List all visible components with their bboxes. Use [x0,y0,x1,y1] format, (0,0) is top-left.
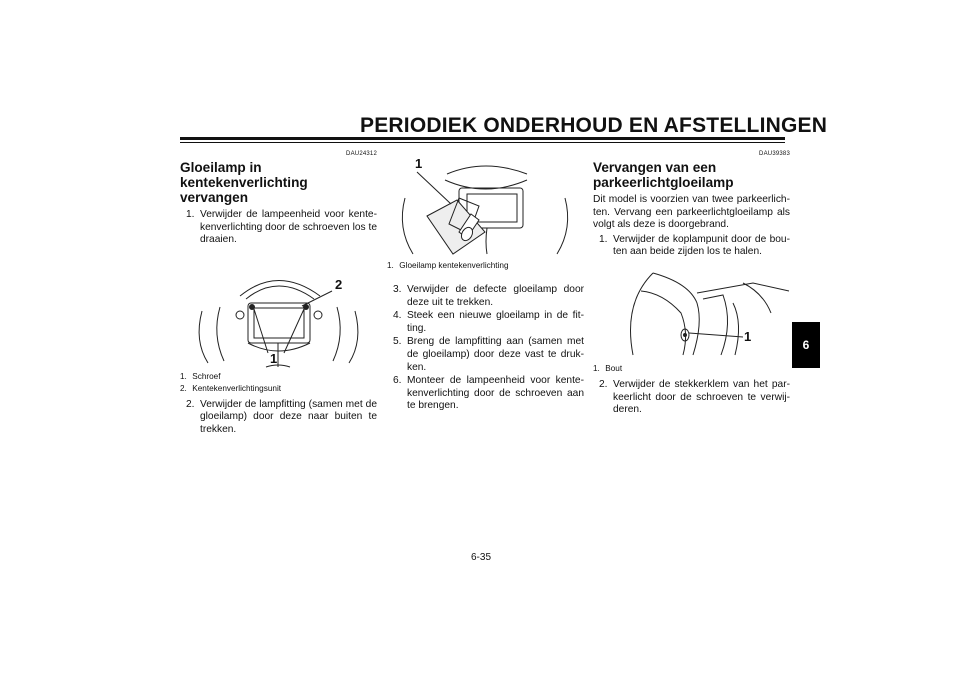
chapter-tab: 6 [792,322,820,368]
list-item [387,375,584,413]
header-rule-thin [180,142,785,143]
step-text: Verwijder de lampfitting (samen met de gloeilamp) door deze naar buiten te trekken. [200,398,377,435]
section-title: Gloeilamp in kentekenverlichting vervangen [180,160,308,205]
legend-item: 1. Bout [593,363,623,373]
legend-item: 2. Kentekenverlichtingsunit [180,383,282,393]
section-code: DAU39383 [759,151,790,157]
illustration-headlight [593,263,790,361]
step-text: Monteer de lampeenheid voor kentekenverlichting door de schroeven aan te brengen. [407,375,584,412]
callout-1: 1 [744,328,752,344]
list-item [387,284,584,309]
figure-legend [593,363,790,375]
callout-1: 1 [415,156,423,171]
figure-license-light-unit [180,251,377,369]
steps-list [593,234,790,259]
step-text: Verwijder de stekkerklem van het parkeerlicht door de schroeven te verwijderen. [613,378,790,416]
step-number: 6. [393,375,402,387]
list-item [387,336,584,374]
steps-list [593,379,790,417]
section-code: DAU24312 [346,151,377,157]
figure-legend [180,371,377,395]
list-item [593,379,790,417]
step-number: 2. [186,398,195,410]
legend-item: 1. Gloeilamp kentekenverlichting [387,261,509,270]
figure-license-bulb [387,158,584,256]
list-item [593,234,790,259]
intro-paragraph: Dit model is voorzien van twee parkeerlichten. Vervang een parkeerlichtgloeilamp als volgt als deze is doorgebrand. [593,194,790,231]
figure-legend [387,260,584,272]
legend-item: 1. Schroef [180,371,221,381]
step-number: 1. [186,209,195,220]
step-number: 5. [393,336,402,348]
step-text: Verwijder de lampeenheid voor kentekenverlichting door de schroeven los te draaien. [200,209,377,246]
list-item [180,399,377,437]
figure-headlight-bolt [593,263,790,361]
step-text: Breng de lampfitting aan (samen met de gloeilamp) door deze vast te drukken. [407,336,584,373]
page-number: 6-35 [470,552,491,563]
steps-list [180,209,377,247]
column-parking-light [593,150,790,418]
header-rule [180,137,785,140]
step-number: 4. [393,310,402,322]
steps-list [387,284,584,413]
illustration-license-light [180,251,377,369]
callout-1: 1 [270,350,278,366]
list-item [180,209,377,247]
illustration-license-bulb [387,158,584,256]
step-text: Steek een nieuwe gloeilamp in de fitting. [407,310,584,334]
callout-2: 2 [335,276,343,292]
step-number: 1. [599,233,608,245]
page-header-title: PERIODIEK ONDERHOUD EN AFSTELLINGEN [360,114,828,137]
section-title: Vervangen van een parkeerlichtgloeilamp [593,160,734,190]
column-license-light [180,150,377,438]
step-text: Verwijder de koplampunit door de bouten aan beide zijden los te halen. [613,233,790,258]
list-item [387,310,584,335]
step-number: 3. [393,284,402,295]
step-text: Verwijder de defecte gloeilamp door deze uit te trekken. [407,284,584,308]
steps-list [180,399,377,437]
column-bulb-replacement [387,150,584,414]
step-number: 2. [599,378,608,390]
